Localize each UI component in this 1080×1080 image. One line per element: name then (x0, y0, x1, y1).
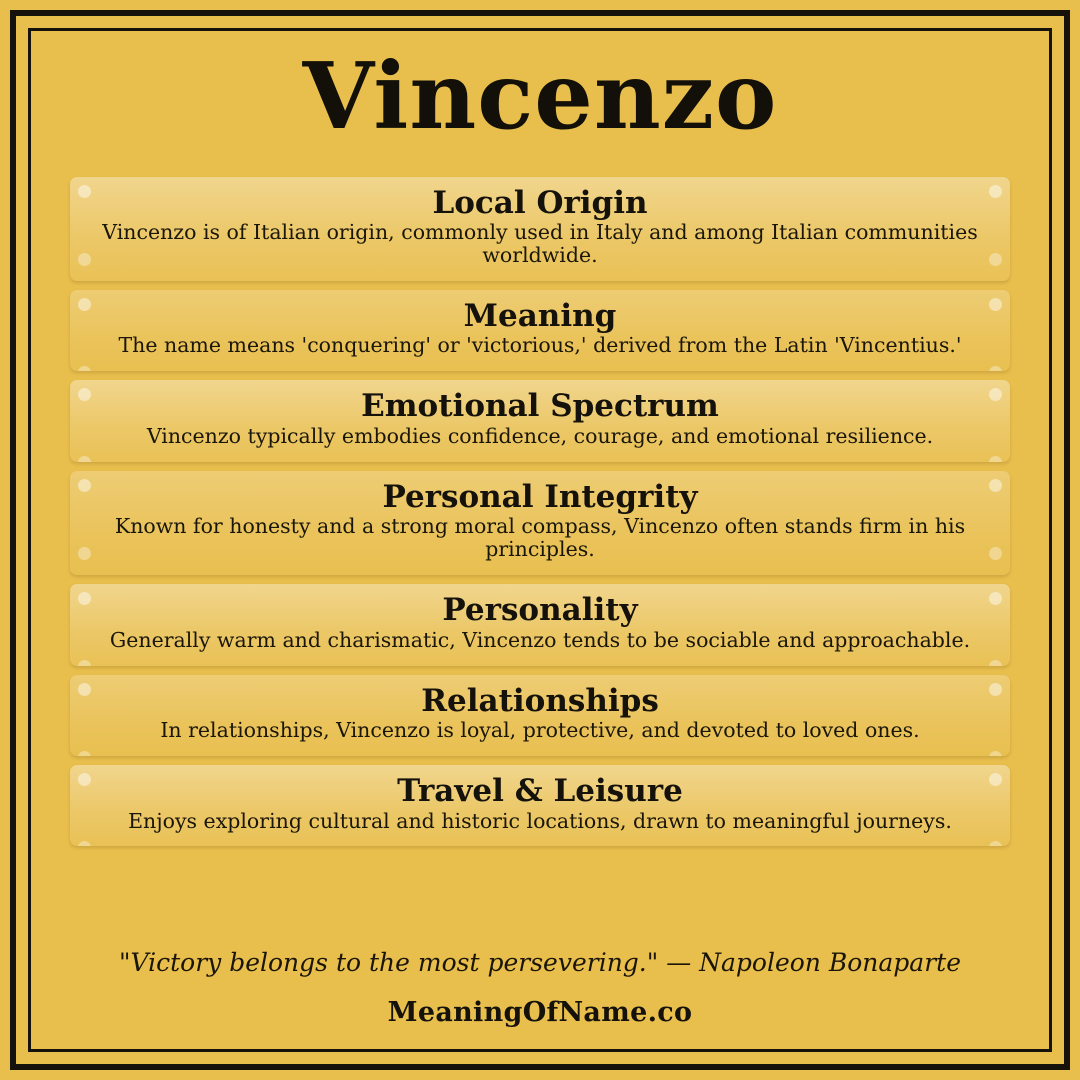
section-heading: Personal Integrity (382, 478, 698, 515)
section-card-emotional-spectrum (70, 380, 1010, 461)
section-list (40, 177, 1040, 847)
section-card-relationships (70, 675, 1010, 756)
footer (40, 948, 1040, 1046)
page-title: Vincenzo (302, 42, 778, 150)
brand-name: MeaningOfName.co (387, 997, 693, 1028)
section-card-travel-leisure (70, 765, 1010, 846)
section-card-meaning (70, 290, 1010, 371)
section-text: Vincenzo typically embodies confidence, courage, and emotional resilience. (146, 423, 934, 448)
section-heading: Meaning (463, 297, 617, 334)
section-heading: Personality (442, 592, 638, 629)
section-text: The name means 'conquering' or 'victorious,' derived from the Latin 'Vincentius.' (118, 333, 962, 358)
section-text: Vincenzo is of Italian origin, commonly used in Italy and among Italian communities worldwide. (102, 220, 978, 268)
section-text: Generally warm and charismatic, Vincenzo tends to be sociable and approachable. (109, 627, 971, 652)
section-heading: Local Origin (432, 184, 648, 221)
section-heading: Travel & Leisure (397, 773, 683, 810)
section-text: In relationships, Vincenzo is loyal, protective, and devoted to loved ones. (160, 718, 920, 743)
poster-content (40, 34, 1040, 1046)
quote-text: "Victory belongs to the most persevering." — Napoleon Bonaparte (118, 948, 961, 977)
section-heading: Emotional Spectrum (361, 388, 719, 425)
section-text: Enjoys exploring cultural and historic locations, drawn to meaningful journeys. (128, 808, 952, 833)
section-text: Known for honesty and a strong moral compass, Vincenzo often stands firm in his principles. (114, 514, 966, 562)
section-card-personality (70, 584, 1010, 665)
section-card-personal-integrity (70, 471, 1010, 575)
section-card-local-origin (70, 177, 1010, 281)
section-heading: Relationships (421, 682, 659, 719)
